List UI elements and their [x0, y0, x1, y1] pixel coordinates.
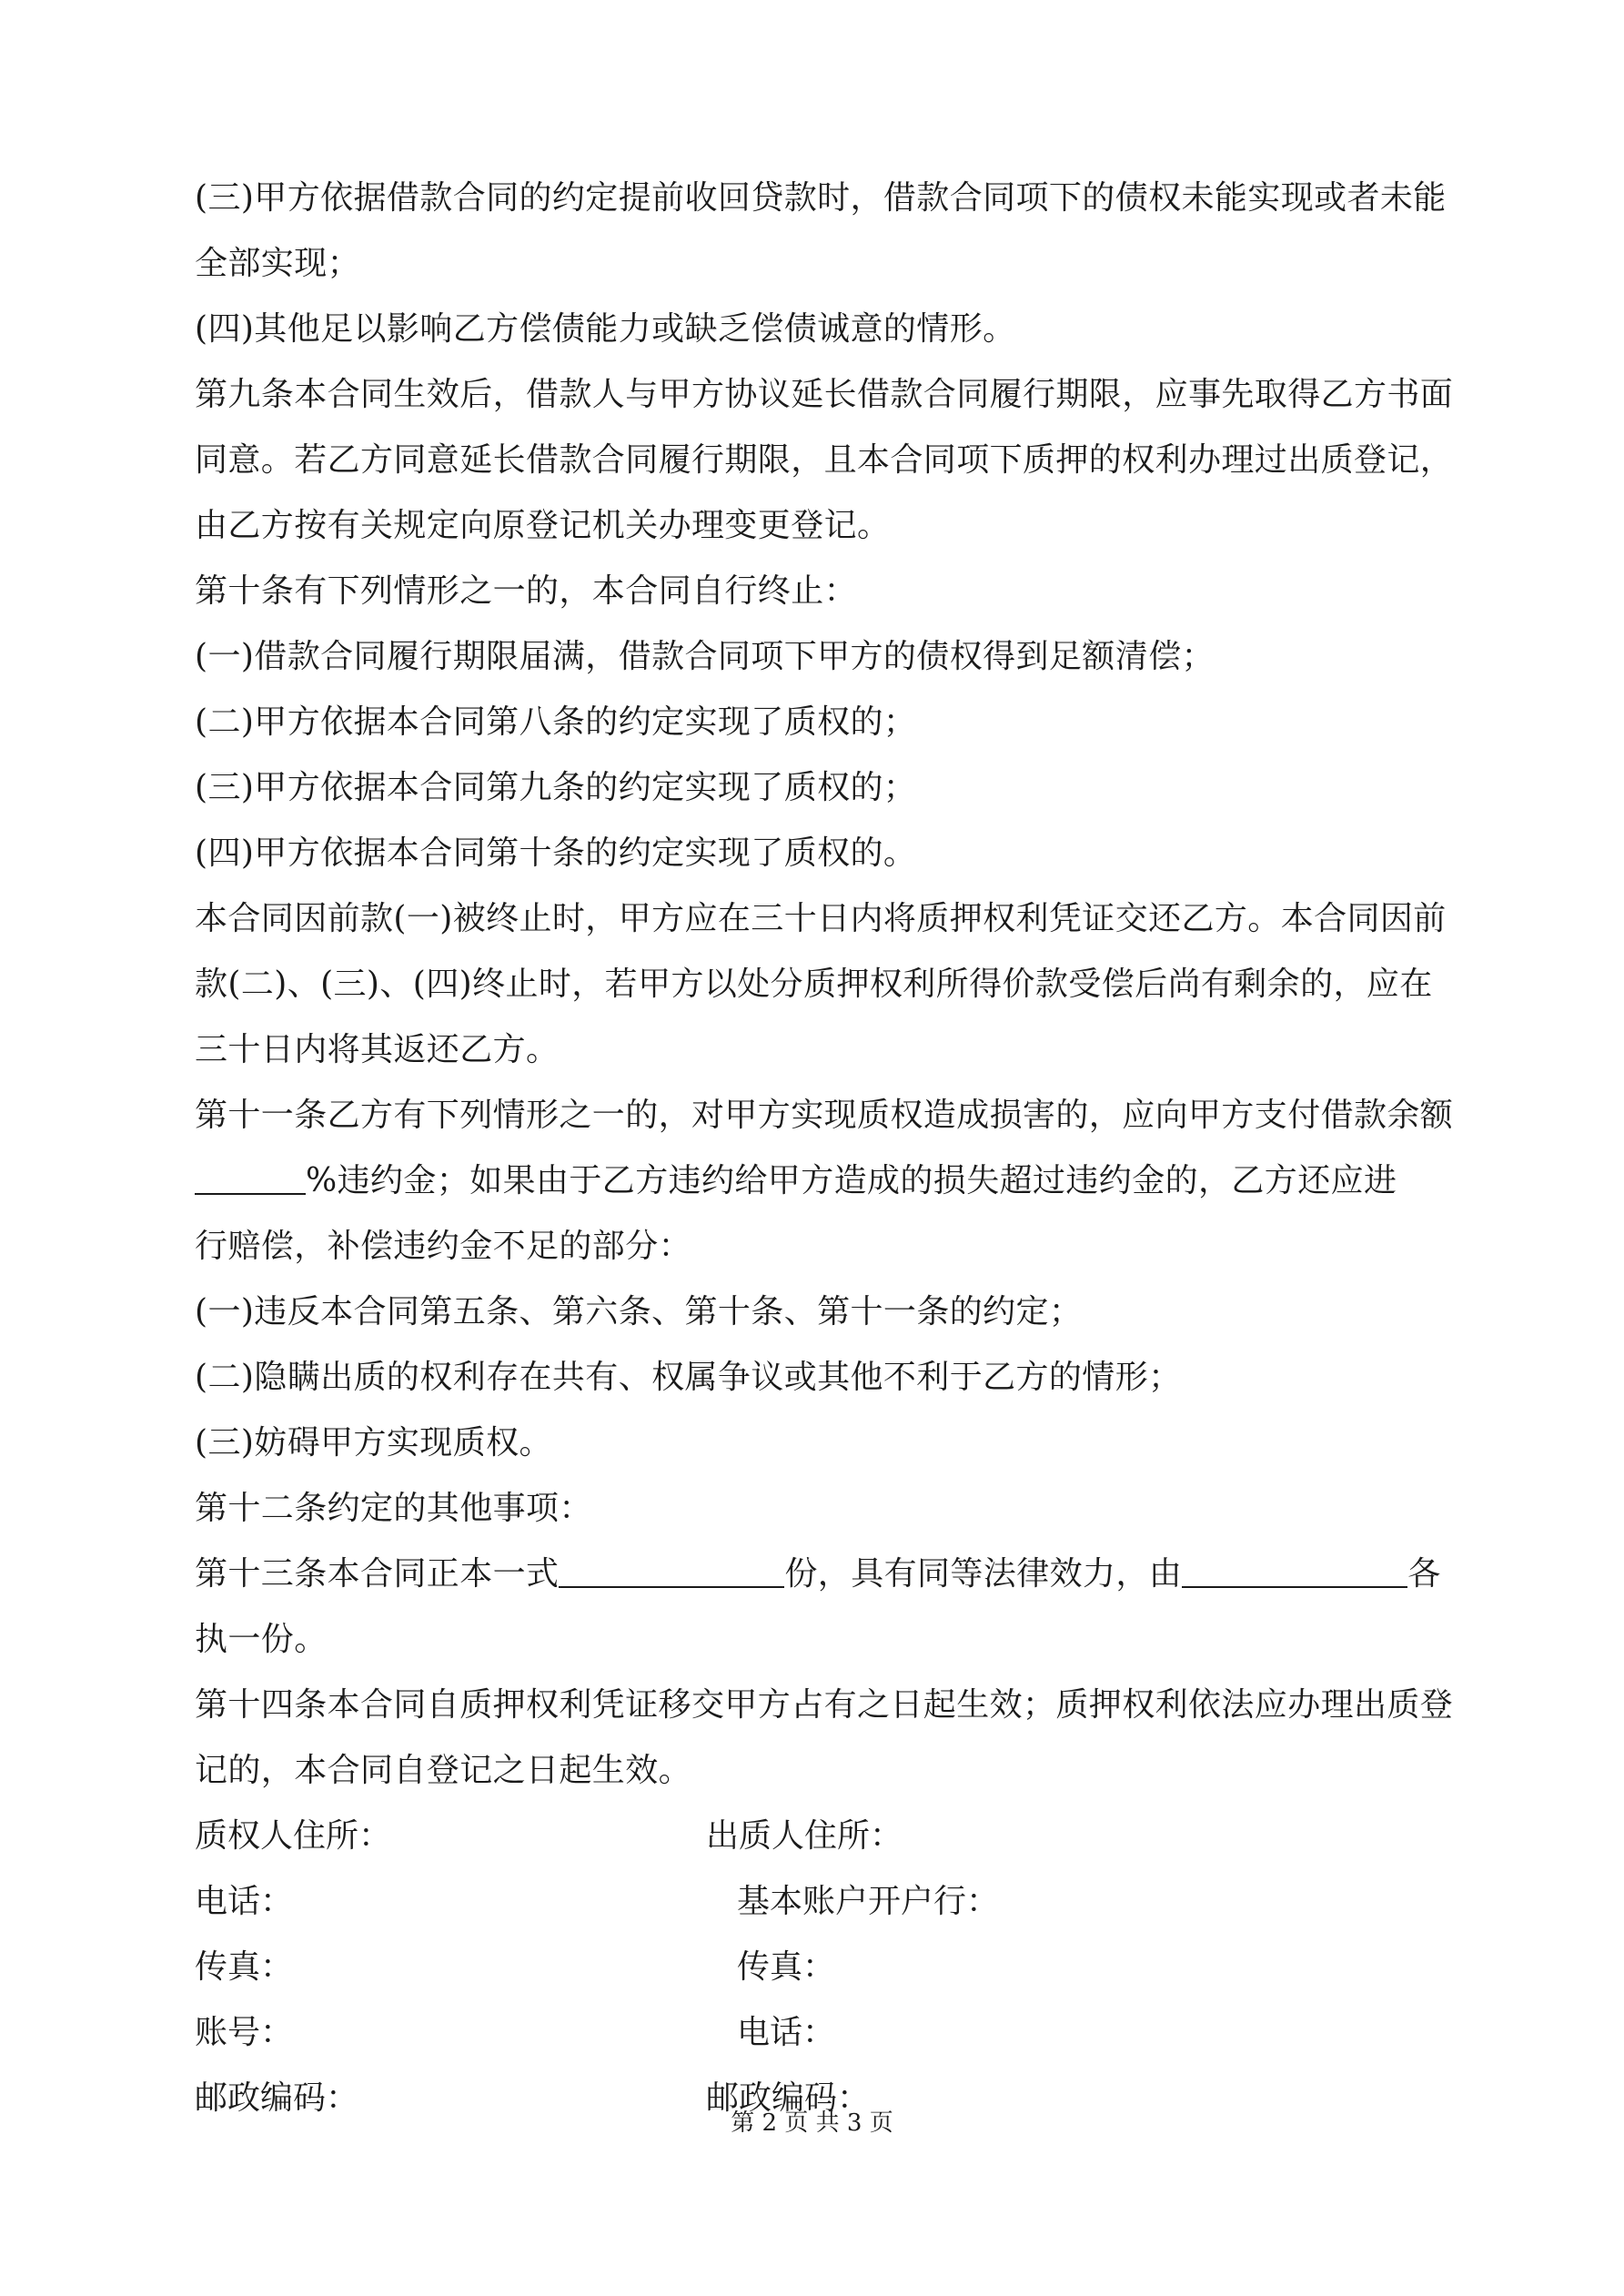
signature-row [195, 1935, 1443, 2000]
contract-body [195, 166, 1454, 2131]
pledgee-postcode-label: 邮政编码： [195, 2079, 359, 2117]
paragraph-line: 第十二条约定的其他事项： [195, 1490, 592, 1527]
paragraph-line: 第十四条本合同自质押权利凭证移交甲方占有之日起生效；质押权利依法应办理出质登 [195, 1686, 1454, 1724]
paragraph-line: 由乙方按有关规定向原登记机关办理变更登记。 [195, 507, 891, 544]
paragraph-line: 第九条本合同生效后，借款人与甲方协议延长借款合同履行期限，应事先取得乙方书面 [195, 376, 1454, 413]
paragraph-line: 第十一条乙方有下列情形之一的，对甲方实现质权造成损害的，应向甲方支付借款余额 [195, 1097, 1454, 1134]
paragraph-line: (二)甲方依据本合同第八条的约定实现了质权的； [195, 703, 917, 741]
paragraph-line: 记的，本合同自登记之日起生效。 [195, 1752, 692, 1789]
fill-in-blank-holders[interactable] [1182, 1550, 1407, 1588]
paragraph-line: (一)借款合同履行期限届满，借款合同项下甲方的债权得到足额清偿； [195, 638, 1215, 675]
paragraph-text: %违约金；如果由于乙方违约给甲方造成的损失超过违约金的，乙方还应进 [306, 1162, 1397, 1199]
signature-row [195, 1804, 1443, 1869]
paragraph-text: 第十三条本合同正本一式 [195, 1555, 560, 1593]
paragraph-line: 第十条有下列情形之一的，本合同自行终止： [195, 572, 858, 610]
page-number: 第 2 页 共 3 页 [731, 2109, 893, 2137]
pledgor-phone-label: 电话： [737, 2014, 836, 2051]
paragraph-line: (三)妨碍甲方实现质权。 [195, 1424, 552, 1462]
paragraph-line: (二)隐瞒出质的权利存在共有、权属争议或其他不利于乙方的情形； [195, 1359, 1182, 1396]
pledgor-address-label: 出质人住所： [706, 1817, 903, 1855]
fill-in-blank-copies[interactable] [559, 1550, 784, 1588]
paragraph-text: 各 [1407, 1555, 1441, 1593]
pledgee-address-label: 质权人住所： [195, 1817, 392, 1855]
pledgee-fax-label: 传真： [195, 1948, 294, 1986]
paragraph-line: (四)其他足以影响乙方偿债能力或缺乏偿债诚意的情形。 [195, 310, 1016, 348]
paragraph-line: 三十日内将其返还乙方。 [195, 1031, 560, 1068]
paragraph-line: 同意。若乙方同意延长借款合同履行期限，且本合同项下质押的权利办理过出质登记， [195, 441, 1454, 479]
paragraph-line: (三)甲方依据借款合同的约定提前收回贷款时，借款合同项下的债权未能实现或者未能 [195, 179, 1447, 217]
paragraph-line: 执一份。 [195, 1621, 328, 1658]
paragraph-line: 款(二)、(三)、(四)终止时，若甲方以处分质押权利所得价款受偿后尚有剩余的，应在 [195, 966, 1433, 1003]
fill-in-blank-percent[interactable] [195, 1157, 306, 1195]
signature-row [195, 1869, 1443, 1935]
pledgee-phone-label: 电话： [195, 1883, 294, 1920]
signature-row [195, 2000, 1443, 2066]
pledgee-account-label: 账号： [195, 2014, 294, 2051]
paragraph-line: (一)违反本合同第五条、第六条、第十条、第十一条的约定； [195, 1293, 1083, 1330]
paragraph-line: 本合同因前款(一)被终止时，甲方应在三十日内将质押权利凭证交还乙方。本合同因前 [195, 900, 1447, 937]
pledgor-fax-label: 传真： [737, 1948, 836, 1986]
paragraph-line: (三)甲方依据本合同第九条的约定实现了质权的； [195, 769, 917, 806]
paragraph-text: 份，具有同等法律效力，由 [784, 1555, 1183, 1593]
paragraph-line: 行赔偿，补偿违约金不足的部分： [195, 1228, 692, 1265]
pledgor-bank-label: 基本账户开户行： [737, 1883, 1000, 1920]
pledgor-postcode-label: 邮政编码： [706, 2079, 871, 2117]
paragraph-line [195, 1542, 1443, 1607]
paragraph-line: 全部实现； [195, 245, 361, 282]
paragraph-line [195, 1148, 1443, 1214]
paragraph-line: (四)甲方依据本合同第十条的约定实现了质权的。 [195, 834, 917, 872]
